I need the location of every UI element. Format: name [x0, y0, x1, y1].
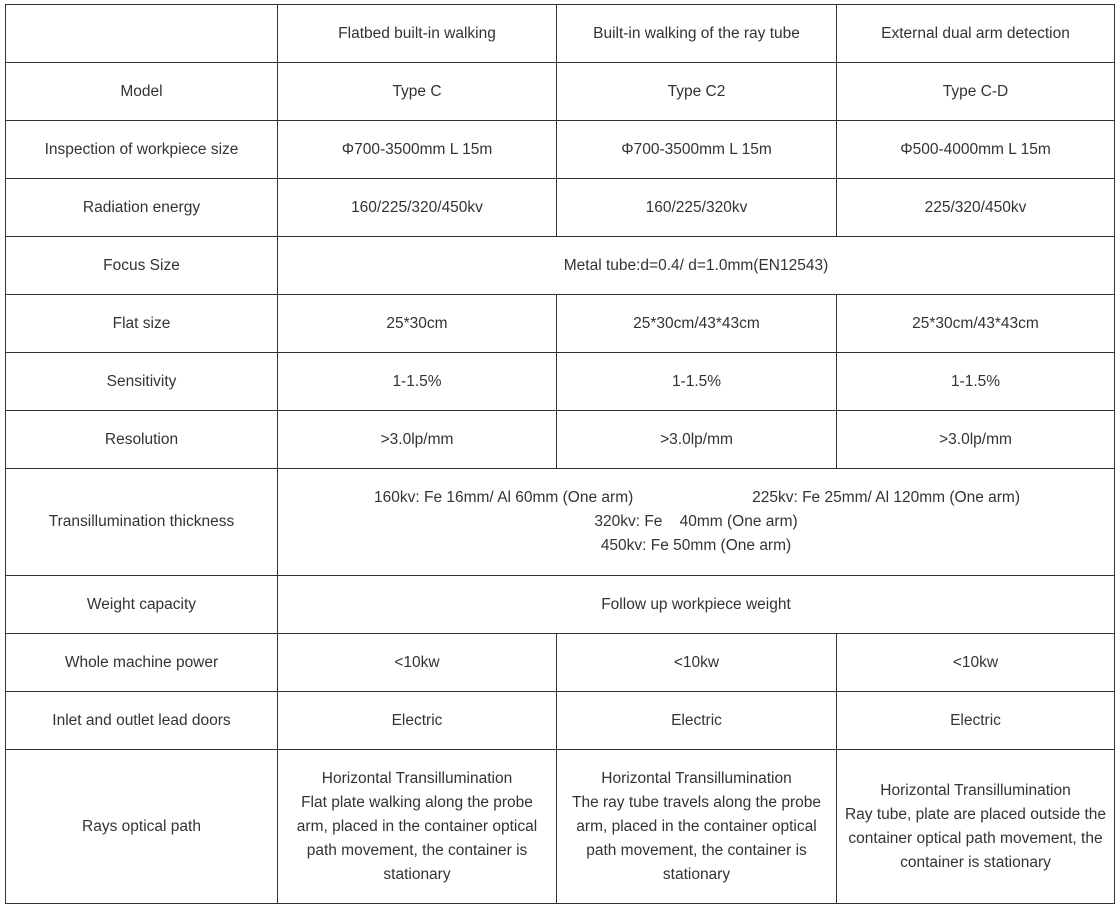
table-cell: Type C2: [557, 63, 837, 121]
table-cell: [278, 750, 557, 904]
table-cell: >3.0lp/mm: [278, 411, 557, 469]
table-cell: 1-1.5%: [837, 353, 1115, 411]
row-label: Model: [6, 63, 278, 121]
row-label: Radiation energy: [6, 179, 278, 237]
text-line: Ray tube, plate are placed outside the: [844, 805, 1107, 823]
row-label: Focus Size: [6, 237, 278, 295]
table-cell: Type C-D: [837, 63, 1115, 121]
text-line: container optical path movement, the: [848, 829, 1103, 847]
table-cell: >3.0lp/mm: [837, 411, 1115, 469]
table-row-model: [6, 63, 1115, 121]
table-cell: 160/225/320kv: [557, 179, 837, 237]
row-label: Inlet and outlet lead doors: [6, 692, 278, 750]
table-row-weight-capacity: [6, 576, 1115, 634]
table-cell: <10kw: [278, 634, 557, 692]
table-cell: [837, 750, 1115, 904]
table-cell: Φ500-4000mm L 15m: [837, 121, 1115, 179]
transillumination-225kv: 225kv: Fe 25mm/ Al 120mm (One arm): [752, 489, 1020, 506]
table-row-machine-power: [6, 634, 1115, 692]
table-cell: 25*30cm/43*43cm: [837, 295, 1115, 353]
text-line: arm, placed in the container optical: [576, 817, 817, 835]
text-line: container is stationary: [900, 853, 1051, 871]
table-cell: [557, 750, 837, 904]
table-row-workpiece-size: [6, 121, 1115, 179]
text-line: stationary: [383, 865, 451, 883]
row-label: Transillumination thickness: [6, 469, 278, 576]
row-label: Flat size: [6, 295, 278, 353]
text-line: stationary: [662, 865, 731, 883]
text-line: Horizontal Transillumination: [880, 781, 1071, 799]
table-cell: 1-1.5%: [557, 353, 837, 411]
row-label: Sensitivity: [6, 353, 278, 411]
column-header-dual-arm: External dual arm detection: [837, 5, 1115, 63]
merged-cell: Follow up workpiece weight: [278, 576, 1115, 634]
table-row-focus-size: [6, 237, 1115, 295]
table-cell: Type C: [278, 63, 557, 121]
column-header-flatbed: Flatbed built-in walking: [278, 5, 557, 63]
transillumination-160kv: 160kv: Fe 16mm/ Al 60mm (One arm): [374, 489, 634, 506]
table-cell: <10kw: [557, 634, 837, 692]
table-cell: Electric: [557, 692, 837, 750]
table-row-transillumination: [6, 469, 1115, 576]
text-line: arm, placed in the container optical: [296, 817, 538, 835]
text-line: path movement, the container is: [306, 841, 528, 859]
table-row-sensitivity: [6, 353, 1115, 411]
table-cell: <10kw: [837, 634, 1115, 692]
corner-cell: [6, 5, 278, 63]
table-cell: Φ700-3500mm L 15m: [278, 121, 557, 179]
column-header-ray-tube: Built-in walking of the ray tube: [557, 5, 837, 63]
header-row: [6, 5, 1115, 63]
text-line: path movement, the container is: [586, 841, 807, 859]
table-cell: 1-1.5%: [278, 353, 557, 411]
spec-table: [5, 4, 1115, 904]
table-row-flat-size: [6, 295, 1115, 353]
row-label: Rays optical path: [6, 750, 278, 904]
row-label: Resolution: [6, 411, 278, 469]
table-cell: Electric: [837, 692, 1115, 750]
text-line: Horizontal Transillumination: [321, 769, 513, 787]
row-label: Whole machine power: [6, 634, 278, 692]
table-row-radiation-energy: [6, 179, 1115, 237]
text-line: Horizontal Transillumination: [601, 769, 792, 787]
table-cell: 25*30cm/43*43cm: [557, 295, 837, 353]
table-row-resolution: [6, 411, 1115, 469]
table-cell: 160/225/320/450kv: [278, 179, 557, 237]
transillumination-320kv: 320kv: Fe 40mm (One arm): [594, 513, 798, 530]
merged-cell: [278, 469, 1115, 576]
row-label: Inspection of workpiece size: [6, 121, 278, 179]
transillumination-450kv: 450kv: Fe 50mm (One arm): [600, 537, 792, 554]
table-cell: 25*30cm: [278, 295, 557, 353]
table-cell: 225/320/450kv: [837, 179, 1115, 237]
merged-cell: Metal tube:d=0.4/ d=1.0mm(EN12543): [278, 237, 1115, 295]
row-label: Weight capacity: [6, 576, 278, 634]
table-cell: Φ700-3500mm L 15m: [557, 121, 837, 179]
text-line: Flat plate walking along the probe: [301, 793, 533, 811]
table-row-lead-doors: [6, 692, 1115, 750]
text-line: The ray tube travels along the probe: [571, 793, 821, 811]
transillumination-line-1: [280, 486, 1112, 510]
table-row-optical-path: [6, 750, 1115, 904]
table-cell: >3.0lp/mm: [557, 411, 837, 469]
table-cell: Electric: [278, 692, 557, 750]
